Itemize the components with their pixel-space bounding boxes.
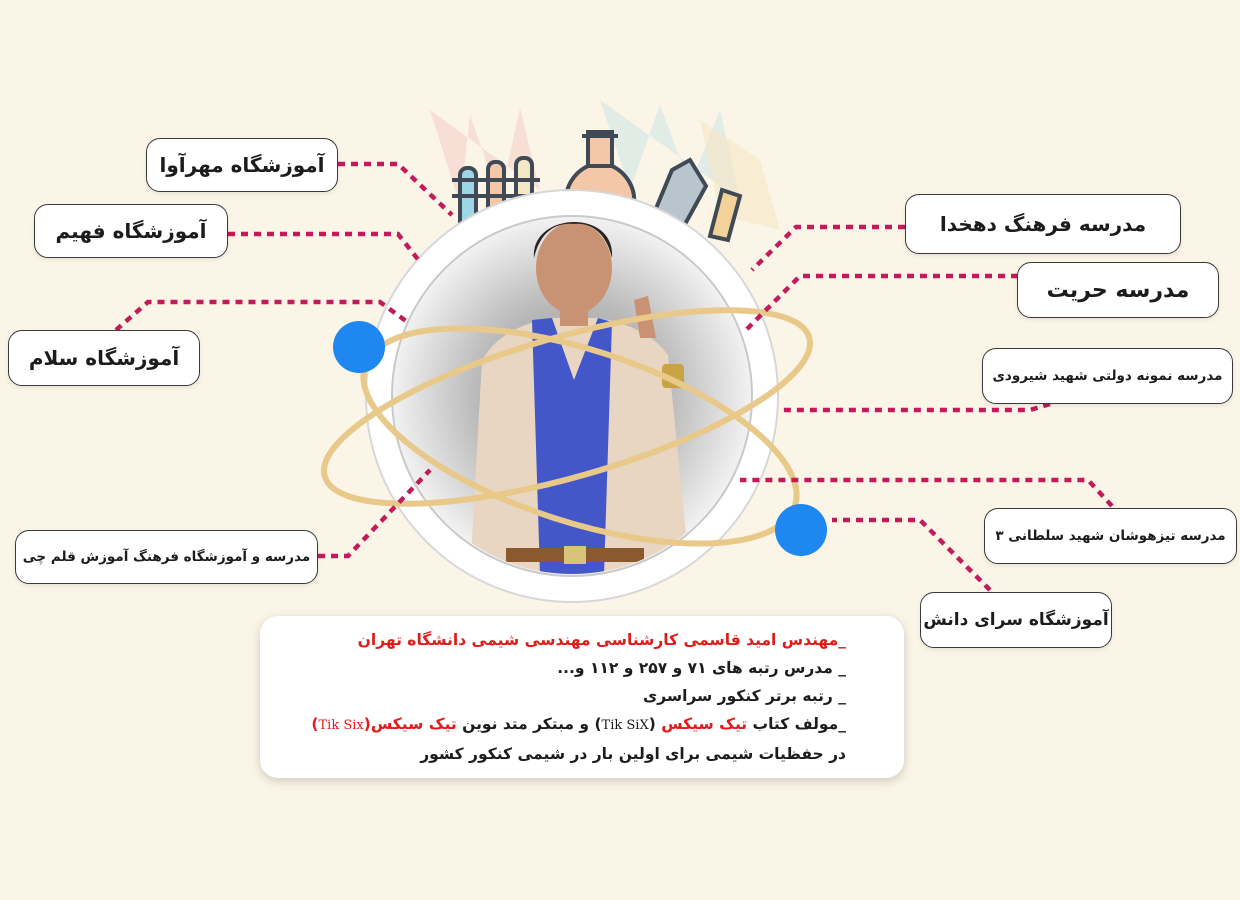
connector-fahim — [228, 234, 420, 262]
label-mehrava: آموزشگاه مهرآوا — [146, 138, 338, 192]
bio-line-4-b: تیک سیکس — [661, 715, 748, 733]
label-dehkhoda: مدرسه فرهنگ دهخدا — [905, 194, 1181, 254]
connector-mehrava — [338, 164, 452, 215]
connector-horriyat — [744, 276, 1018, 332]
bio-line-4-a: _مولف کتاب — [747, 715, 846, 733]
label-shiroudi: مدرسه نمونه دولتی شهید شیرودی — [982, 348, 1233, 404]
connector-saraye-danesh — [832, 520, 990, 590]
bio-line-4-e: ) و مبتکر متد نوین — [456, 715, 602, 733]
bio-line-3: _ رتبه برتر کنکور سراسری — [642, 687, 846, 705]
bio-line-4-h: Tik Six — [318, 718, 364, 733]
label-ghalamchi: مدرسه و آموزشگاه فرهنگ آموزش قلم چی — [15, 530, 318, 584]
bio-line-4-d: Tik SiX — [601, 718, 649, 733]
bio-line-4-c: ( — [648, 715, 662, 733]
bio-line-4-g: ( — [363, 715, 371, 733]
bio-card — [260, 616, 904, 778]
bio-line-5: در حفظیات شیمی برای اولین بار در شیمی کنکور کشور — [420, 745, 846, 763]
label-fahim: آموزشگاه فهیم — [34, 204, 228, 258]
electron-right — [775, 504, 827, 556]
label-soltani: مدرسه تیزهوشان شهید سلطانی ۳ — [984, 508, 1237, 564]
label-salam: آموزشگاه سلام — [8, 330, 200, 386]
connector-dehkhoda — [752, 227, 905, 270]
bio-line-4-i: ) — [311, 715, 319, 733]
connector-shiroudi — [780, 404, 1050, 410]
bio-line-1: _مهندس امید قاسمی کارشناسی مهندسی شیمی دانشگاه تهران — [357, 631, 846, 649]
label-saraye-danesh: آموزشگاه سرای دانش — [920, 592, 1112, 648]
bio-line-4 — [280, 710, 846, 740]
label-horriyat: مدرسه حریت — [1017, 262, 1219, 318]
bio-line-2: _ مدرس رتبه های ۷۱ و ۲۵۷ و ۱۱۲ و... — [557, 659, 846, 677]
bio-line-4-f: تیک سیکس — [370, 715, 457, 733]
electron-left — [333, 321, 385, 373]
